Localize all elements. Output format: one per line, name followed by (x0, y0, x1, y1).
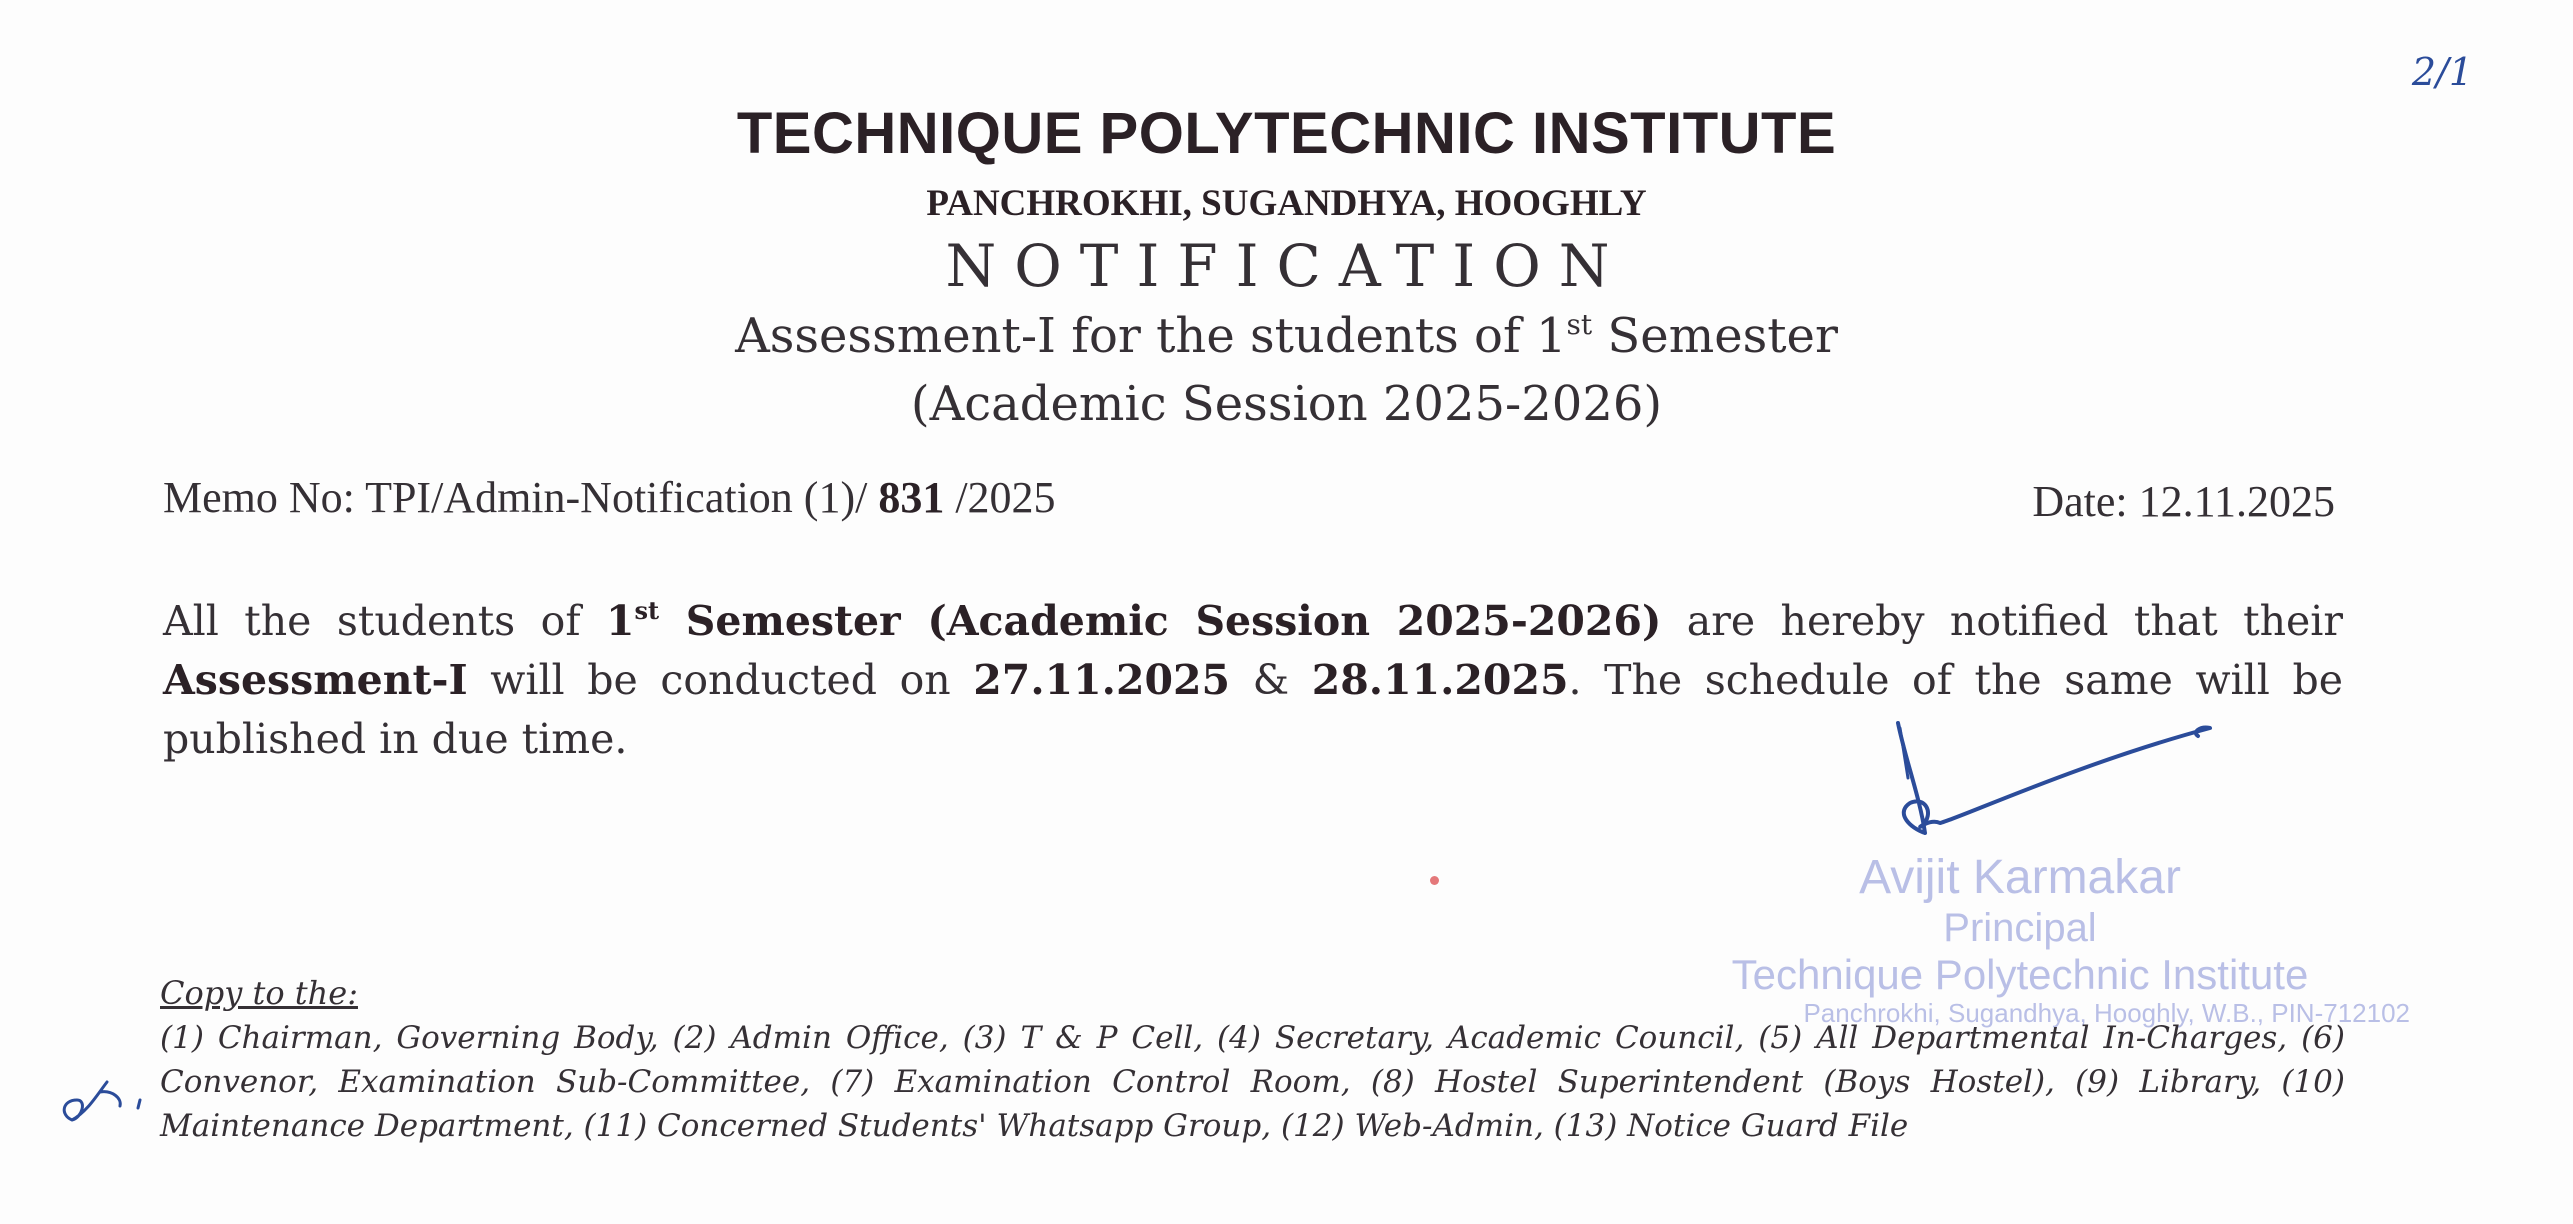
session-line: (Academic Session 2025-2026) (910, 376, 1663, 432)
memo-prefix: Memo No: TPI/Admin-Notification (1)/ (163, 473, 879, 522)
body-sem-num: 1 (605, 597, 635, 645)
stamp-name: Avijit Karmakar (1859, 851, 2181, 904)
notification-title: NOTIFICATION (945, 232, 1628, 300)
body-text-4: & (1230, 656, 1312, 704)
stamp-title: Principal (1943, 906, 2097, 951)
memo-number (163, 472, 1056, 523)
institute-name: TECHNIQUE POLYTECHNIC INSTITUTE (736, 101, 1837, 166)
stamp-institute: Technique Polytechnic Institute (1731, 951, 2309, 999)
body-text-2: are hereby notified that their (1661, 597, 2344, 645)
principal-stamp (1620, 850, 2420, 1029)
body-text-3: will be conducted on (467, 656, 974, 704)
subject-line (0, 308, 2573, 364)
body-date-1: 27.11.2025 (973, 656, 1231, 704)
institute-address: PANCHROKHI, SUGANDHYA, HOOGHLY (926, 183, 1647, 224)
ink-dot (1430, 876, 1439, 885)
copy-to-heading: Copy to the: (160, 974, 358, 1012)
body-date-2: 28.11.2025 (1311, 656, 1569, 704)
page-number-handwritten: 2/1 (2411, 50, 2473, 94)
memo-suffix: /2025 (944, 473, 1056, 522)
memo-serial: 831 (878, 473, 945, 522)
principal-signature (1880, 718, 2220, 868)
body-semester (606, 597, 1661, 645)
body-text-5: . The schedule of the same will be published in due time. (163, 656, 2343, 763)
subject-suffix: Semester (1592, 308, 1838, 364)
copy-to-list: (1) Chairman, Governing Body, (2) Admin Office, (3) T & P Cell, (4) Secretary, Academic Council, (5) All Departmental In-Charges, (6) Convenor, Examination Sub-Committee, (7) Examination Control Room, (8) Hostel Superintendent (Boys Hostel), (9) Library, (10) Maintenance Department, (11) Concerned Students' Whatsapp Group, (12) Web-Admin, (13) Notice Guard File (160, 1020, 2345, 1144)
stamp-address: Panchrokhi, Sugandhya, Hooghly, W.B., PIN-712102 (1803, 998, 2410, 1029)
subject-superscript: st (1566, 308, 1593, 341)
handwritten-initial (52, 1070, 162, 1140)
memo-date: Date: 12.11.2025 (2032, 477, 2335, 526)
body-sem-sup: st (634, 596, 660, 625)
subject-prefix: Assessment-I for the students of 1 (735, 308, 1567, 364)
body-assessment: Assessment-I (163, 656, 468, 704)
body-sem-rest: Semester (Academic Session 2025-2026) (659, 597, 1662, 645)
body-text-1: All the students of (163, 597, 606, 645)
